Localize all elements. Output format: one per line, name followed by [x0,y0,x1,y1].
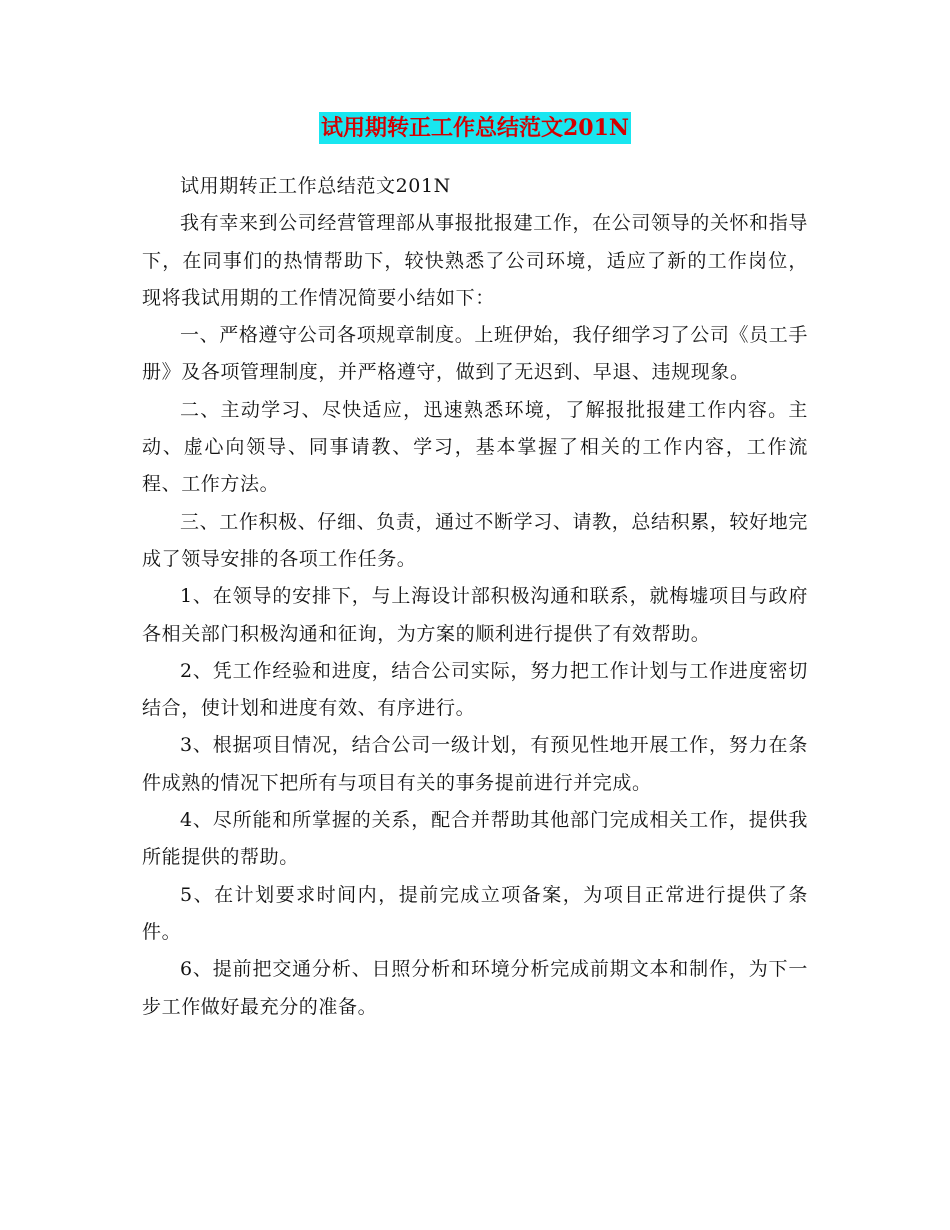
paragraph: 4、尽所能和所掌握的关系，配合并帮助其他部门完成相关工作，提供我所能提供的帮助。 [142,809,808,869]
paragraph: 试用期转正工作总结范文201N [180,175,451,197]
paragraph: 6、提前把交通分析、日照分析和环境分析完成前期文本和制作，为下一步工作做好最充分的准备。 [142,958,808,1018]
title-container [0,112,950,144]
document-body [142,168,808,1026]
paragraph: 5、在计划要求时间内，提前完成立项备案，为项目正常进行提供了条件。 [142,883,808,943]
page-title: 试用期转正工作总结范文201N [319,112,631,144]
paragraph: 我有幸来到公司经营管理部从事报批报建工作，在公司领导的关怀和指导下，在同事们的热情帮助下，较快熟悉了公司环境，适应了新的工作岗位，现将我试用期的工作情况简要小结如下： [142,212,808,309]
paragraph: 1、在领导的安排下，与上海设计部积极沟通和联系，就梅墟项目与政府各相关部门积极沟通和征询，为方案的顺利进行提供了有效帮助。 [142,585,808,645]
paragraph: 三、工作积极、仔细、负责，通过不断学习、请教，总结积累，较好地完成了领导安排的各项工作任务。 [142,510,808,570]
paragraph: 二、主动学习、尽快适应，迅速熟悉环境，了解报批报建工作内容。主动、虚心向领导、同事请教、学习，基本掌握了相关的工作内容，工作流程、工作方法。 [142,398,808,496]
paragraph: 一、严格遵守公司各项规章制度。上班伊始，我仔细学习了公司《员工手册》及各项管理制度，并严格遵守，做到了无迟到、早退、违规现象。 [142,324,808,384]
paragraph: 3、根据项目情况，结合公司一级计划，有预见性地开展工作，努力在条件成熟的情况下把所有与项目有关的事务提前进行并完成。 [142,734,808,794]
paragraph: 2、凭工作经验和进度，结合公司实际，努力把工作计划与工作进度密切结合，使计划和进度有效、有序进行。 [142,659,808,720]
